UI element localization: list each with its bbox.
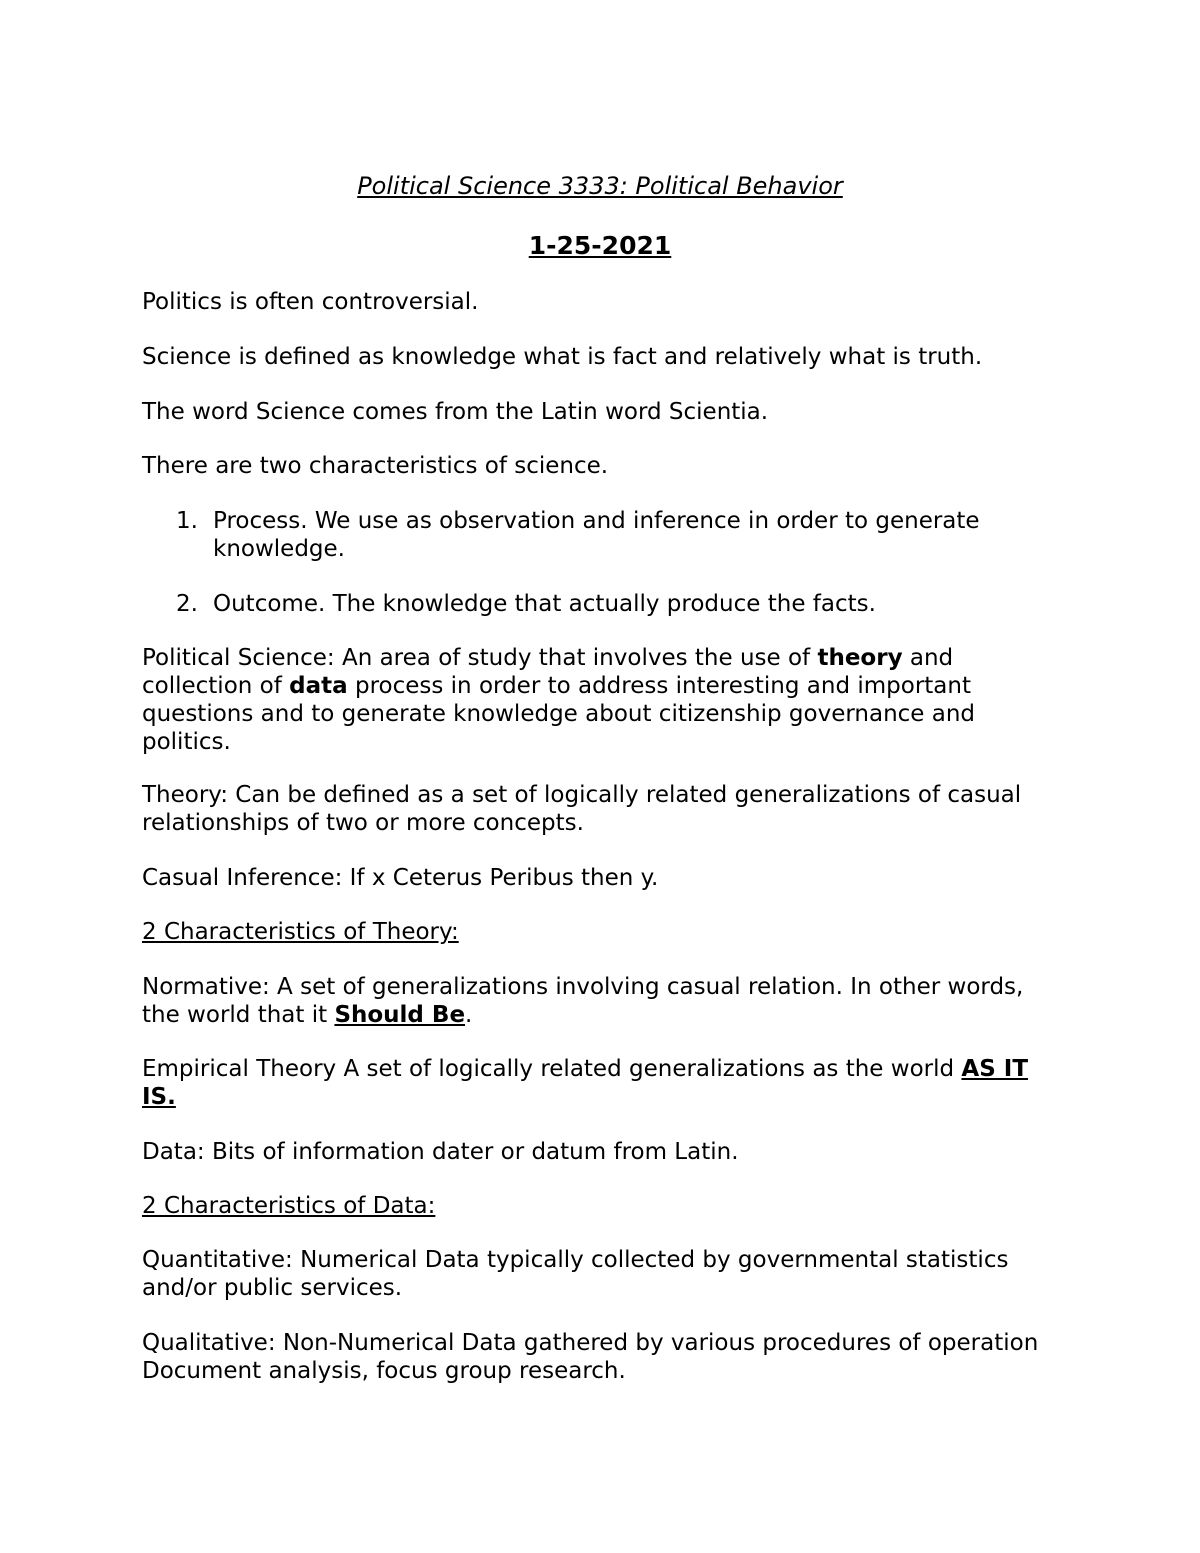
paragraph-causal-inference: Casual Inference: If x Ceterus Peribus then y.: [142, 865, 659, 891]
keyword-data: data: [289, 673, 348, 699]
paragraph-science-definition: Science is defined as knowledge what is fact and relatively what is truth.: [142, 344, 983, 370]
emphasis-should-be: Should Be: [334, 1002, 466, 1028]
list-item-text: Process. We use as observation and inference in order to generate: [213, 508, 980, 534]
document-page: Political Science 3333: Political Behavior 1-25-2021 Politics is often controversial. Science is defined as knowledge what is fact and relatively what is truth. The word Science comes from the Latin word Scientia. There are two characteristics of science. 1. Process. We use as observation and inference in order to generate knowledge. 2. Outcome. The knowledge that actually produce the facts. Political Science: An area of study that involves the use of theory and collection of data process in order to address interesting and important questions and to generate knowledge about citizenship governance and politics. Theory: Can be defined as a set of logically related generalizations of casual relationships of two or more concepts. Casual Inference: If x Ceterus Peribus then y. 2 Characteristics of Theory: Normative: A set of generalizations involving casual relation. In other words, the world that it Should Be. Empirical Theory A set of logically related generalizations as the world AS IT IS. Data: Bits of information dater or datum from Latin. 2 Characteristics of Data: Quantitative: Numerical Data typically collected by governmental statistics and/or public services. Qualitative: Non-Numerical Data gathered by various procedures of operation Document analysis, focus group research.: [0, 0, 1200, 1553]
list-number: 1.: [176, 508, 198, 534]
list-item-text-continued: knowledge.: [213, 536, 345, 562]
document-title: Political Science 3333: Political Behavior: [357, 172, 843, 200]
emphasis-is: IS.: [142, 1084, 176, 1110]
list-item-text: Outcome. The knowledge that actually produce the facts.: [213, 591, 876, 617]
list-number: 2.: [176, 591, 198, 617]
paragraph-data-definition: Data: Bits of information dater or datum from Latin.: [142, 1139, 739, 1165]
keyword-theory: theory: [817, 645, 903, 671]
paragraph-science-origin: The word Science comes from the Latin word Scientia.: [142, 399, 769, 425]
paragraph-characteristics-intro: There are two characteristics of science.: [142, 453, 609, 479]
document-date: 1-25-2021: [528, 231, 672, 260]
heading-data-characteristics: 2 Characteristics of Data:: [142, 1193, 436, 1219]
emphasis-as-it: AS IT: [961, 1056, 1029, 1082]
paragraph-politics: Politics is often controversial.: [142, 289, 479, 315]
heading-theory-characteristics: 2 Characteristics of Theory:: [142, 919, 459, 945]
